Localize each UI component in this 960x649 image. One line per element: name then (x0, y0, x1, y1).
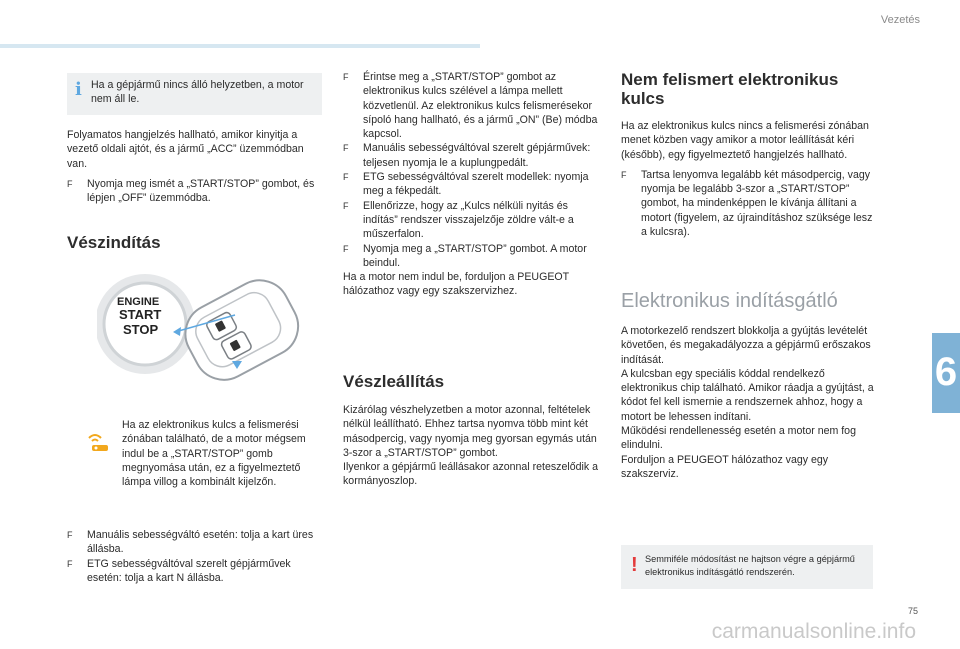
heading-immobiliser: Elektronikus indításgátló (621, 290, 838, 312)
key-start-illustration (97, 266, 323, 402)
page-number: 75 (907, 606, 918, 616)
bullet-item: F ETG sebességváltóval szerelt modellek: nyomja meg a fékpedált. (343, 170, 598, 199)
bullet-item: F Nyomja meg a „START/STOP” gombot. A motor beindul. (343, 242, 598, 271)
heading-emergency-stop: Vészleállítás (343, 372, 445, 391)
bullet-item: F Manuális sebességváltóval szerelt gépjárművek: teljesen nyomja le a kuplungpedált. (343, 141, 598, 170)
engine-label: ENGINE (117, 296, 160, 308)
warning-text: Semmiféle módosítást ne hajtson végre a gépjármű elektronikus indításgátló rendszerén. (645, 554, 855, 577)
col2-paragraph: Ha a motor nem indul be, forduljon a PEUGEOT hálózathoz vagy egy szakszervizhez. (343, 271, 569, 298)
info-box (67, 73, 322, 115)
col3-key-text (621, 119, 876, 239)
stop-paragraph: Kizárólag vészhelyzetben a motor azonnal, feltételek nélkül leállítható. Ehhez tartsa nyomva több mint két másodpercig, vagy nyomja meg gyorsan egymás után 3-szor a „START/STOP” gombot. (343, 404, 597, 459)
section-title: Vezetés (880, 14, 920, 26)
immobiliser-paragraph: A motorkezelő rendszert blokkolja a gyújtás levételét követően, és megakadályozza a gépjármű erőszakos indítását. (621, 325, 871, 366)
header-bar (0, 44, 480, 48)
bullet-item: F Manuális sebességváltó esetén: tolja a kart üres állásba. (67, 528, 322, 557)
col3-immobiliser-text (621, 324, 876, 481)
acc-warning-text: Folyamatos hangjelzés hallható, amikor kinyitja a vezető oldali ajtót, és a jármű „ACC” üzemmódban van. (67, 129, 304, 170)
heading-emergency-start: Vészindítás (67, 233, 161, 252)
start-label: START (119, 307, 162, 322)
stop-paragraph: Ilyenkor a gépjármű leállásakor azonnal reteszelődik a kormányoszlop. (343, 461, 598, 488)
key-warning-lamp-icon (86, 430, 112, 454)
warning-icon: ! (631, 554, 638, 576)
bullet-item: F Érintse meg a „START/STOP” gombot az elektronikus kulcs szélével a lámpa mellett közvetlenül. Az elektronikus kulcs felismerésekor sípoló hang hallható, és a jármű „ON” (Be) módba kapcsol. (343, 70, 598, 141)
info-icon: i (75, 79, 82, 100)
watermark[interactable]: carmanualsonline.info (711, 620, 916, 643)
warning-box (621, 545, 873, 589)
bullet-item: F ETG sebességváltóval szerelt gépjárművek esetén: tolja a kart N állásba. (67, 557, 322, 586)
col1-paragraph (67, 128, 322, 205)
bullet-item: F Ellenőrizze, hogy az „Kulcs nélküli nyitás és indítás” rendszer visszajelzője zöldre vált-e a műszerfalon. (343, 199, 598, 242)
immobiliser-paragraph: Működési rendellenesség esetén a motor nem fog elindulni. (621, 425, 856, 452)
col1-bullets (67, 528, 322, 585)
info-text: Ha a gépjármű nincs álló helyzetben, a motor nem áll le. (91, 79, 304, 106)
immobiliser-paragraph: A kulcsban egy speciális kóddal rendelkező elektronikus chip található. Amikor ráadja a gyújtást, a kódot fel kell ismernie a rendszernek ahhoz, hogy a motort be lehessen indítani. (621, 367, 874, 423)
bullet-item: F Nyomja meg ismét a „START/STOP” gombot, és lépjen „OFF” üzemmódba. (67, 177, 322, 206)
unrecognized-paragraph: Ha az elektronikus kulcs nincs a felismerési zónában menet közben vagy amikor a motor leállítását kéri (később), egy figyelmeztető hangjelzés hallható. (621, 120, 869, 161)
bullet-item: F Tartsa lenyomva legalább két másodpercig, vagy nyomja be legalább 3-szor a „START/STOP” gombot, ha mindenképpen le kívánja állítani a motort (figyelem, az újraindításhoz szüksége lesz a kulcsra). (621, 168, 876, 239)
chapter-number: 6 (934, 350, 958, 394)
col2-steps (343, 70, 598, 299)
key-warning-text: Ha az elektronikus kulcs a felismerési zónában található, de a motor mégsem indul be a „START/STOP” gomb megnyomása után, ez a figyelmeztető lámpa villog a kombinált kijelzőn. (122, 419, 306, 489)
heading-unrecognized-key: Nem felismert elektronikus kulcs (621, 70, 839, 108)
stop-label: STOP (123, 322, 159, 337)
immobiliser-paragraph: Forduljon a PEUGEOT hálózathoz vagy egy szakszerviz. (621, 453, 829, 480)
col2-stop-text (343, 403, 598, 489)
